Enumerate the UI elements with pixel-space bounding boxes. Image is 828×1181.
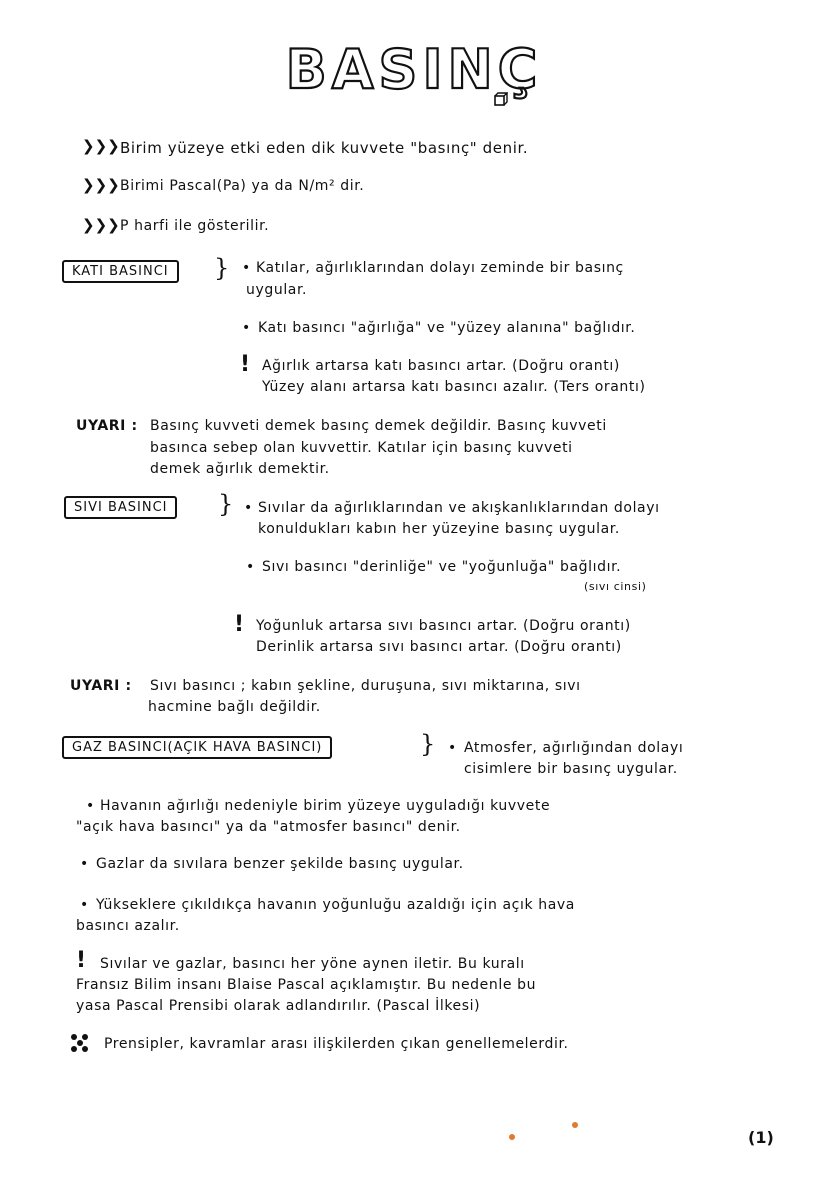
- intro-line-3: P harfi ile gösterilir.: [120, 218, 270, 234]
- prensip-line: Prensipler, kavramlar arası ilişkilerden çıkan genellemelerdir.: [104, 1036, 569, 1052]
- orange-dot: [509, 1134, 515, 1140]
- bullet-dot-icon: •: [246, 559, 255, 575]
- pascal-line-3: yasa Pascal Prensibi olarak adlandırılır. (Pascal İlkesi): [76, 998, 481, 1014]
- curly-brace-icon: }: [214, 254, 230, 282]
- page-title: BASINÇ: [285, 38, 543, 101]
- bullet-dot-icon: •: [86, 798, 95, 814]
- sivi-basinci-label: SIVI BASINCI: [64, 496, 177, 519]
- exclamation-icon: !: [240, 352, 251, 377]
- kati-bullet-2: Katı basıncı "ağırlığa" ve "yüzey alanına" bağlıdır.: [258, 320, 636, 336]
- gaz-bullet-1-line-2: "açık hava basıncı" ya da "atmosfer basıncı" denir.: [76, 819, 461, 835]
- bullet-dot-icon: •: [448, 740, 457, 756]
- sivi-note-line-1: Yoğunluk artarsa sıvı basıncı artar. (Doğru orantı): [256, 618, 631, 634]
- curly-brace-icon: }: [420, 730, 436, 758]
- exclamation-icon: !: [76, 948, 87, 973]
- page-number: (1): [748, 1128, 774, 1147]
- intro-line-1: Birim yüzeye etki eden dik kuvvete "basınç" denir.: [120, 139, 529, 157]
- curly-brace-icon: }: [218, 490, 234, 518]
- cedilla-box-icon: [492, 92, 508, 108]
- bullet-dot-icon: •: [244, 500, 253, 516]
- sivi-note-line-2: Derinlik artarsa sıvı basıncı artar. (Doğru orantı): [256, 639, 622, 655]
- uyari-1-label: UYARI :: [76, 418, 138, 434]
- triple-arrow-icon: ❯❯❯: [82, 137, 120, 155]
- triple-arrow-icon: ❯❯❯: [82, 176, 120, 194]
- triple-arrow-icon: ❯❯❯: [82, 216, 120, 234]
- kati-note-line-1: Ağırlık artarsa katı basıncı artar. (Doğru orantı): [262, 358, 620, 374]
- uyari-2-line-1: Sıvı basıncı ; kabın şekline, duruşuna, sıvı miktarına, sıvı: [150, 678, 581, 694]
- gaz-bullet-1-line-1: Havanın ağırlığı nedeniyle birim yüzeye uyguladığı kuvvete: [100, 798, 551, 814]
- intro-line-2: Birimi Pascal(Pa) ya da N/m² dir.: [120, 178, 365, 194]
- gaz-basinci-label: GAZ BASINCI(AÇIK HAVA BASINCI): [62, 736, 332, 759]
- bullet-dot-icon: •: [80, 856, 89, 872]
- bullet-dot-icon: •: [242, 260, 251, 276]
- bullet-dot-icon: •: [242, 320, 251, 336]
- sivi-bullet-2-sub: (sıvı cinsi): [584, 580, 647, 593]
- sivi-bullet-2: Sıvı basıncı "derinliğe" ve "yoğunluğa" bağlıdır.: [262, 559, 622, 575]
- flower-dots-icon: [68, 1032, 92, 1054]
- uyari-2-line-2: hacmine bağlı değildir.: [148, 699, 321, 715]
- uyari-1-line-3: demek ağırlık demektir.: [150, 461, 330, 477]
- gaz-side-line-1: Atmosfer, ağırlığından dolayı: [464, 740, 684, 756]
- orange-dot: [572, 1122, 578, 1128]
- sivi-bullet-1-line-2: konuldukları kabın her yüzeyine basınç uygular.: [258, 521, 620, 537]
- gaz-bullet-3-line-2: basıncı azalır.: [76, 918, 180, 934]
- uyari-1-line-2: basınca sebep olan kuvvettir. Katılar için basınç kuvveti: [150, 440, 573, 456]
- gaz-bullet-3-line-1: Yükseklere çıkıldıkça havanın yoğunluğu azaldığı için açık hava: [96, 897, 575, 913]
- pascal-line-2: Fransız Bilim insanı Blaise Pascal açıklamıştır. Bu nedenle bu: [76, 977, 537, 993]
- gaz-bullet-2: Gazlar da sıvılara benzer şekilde basınç uygular.: [96, 856, 464, 872]
- sivi-bullet-1-line-1: Sıvılar da ağırlıklarından ve akışkanlıklarından dolayı: [258, 500, 660, 516]
- gaz-side-line-2: cisimlere bir basınç uygular.: [464, 761, 678, 777]
- pascal-line-1: Sıvılar ve gazlar, basıncı her yöne aynen iletir. Bu kuralı: [100, 956, 525, 972]
- kati-basinci-label: KATI BASINCI: [62, 260, 179, 283]
- kati-note-line-2: Yüzey alanı artarsa katı basıncı azalır. (Ters orantı): [262, 379, 646, 395]
- uyari-1-line-1: Basınç kuvveti demek basınç demek değildir. Basınç kuvveti: [150, 418, 607, 434]
- kati-bullet-1-line-2: uygular.: [246, 282, 308, 298]
- uyari-2-label: UYARI :: [70, 678, 132, 694]
- kati-bullet-1-line-1: Katılar, ağırlıklarından dolayı zeminde bir basınç: [256, 260, 624, 276]
- bullet-dot-icon: •: [80, 897, 89, 913]
- exclamation-icon: !: [234, 612, 245, 637]
